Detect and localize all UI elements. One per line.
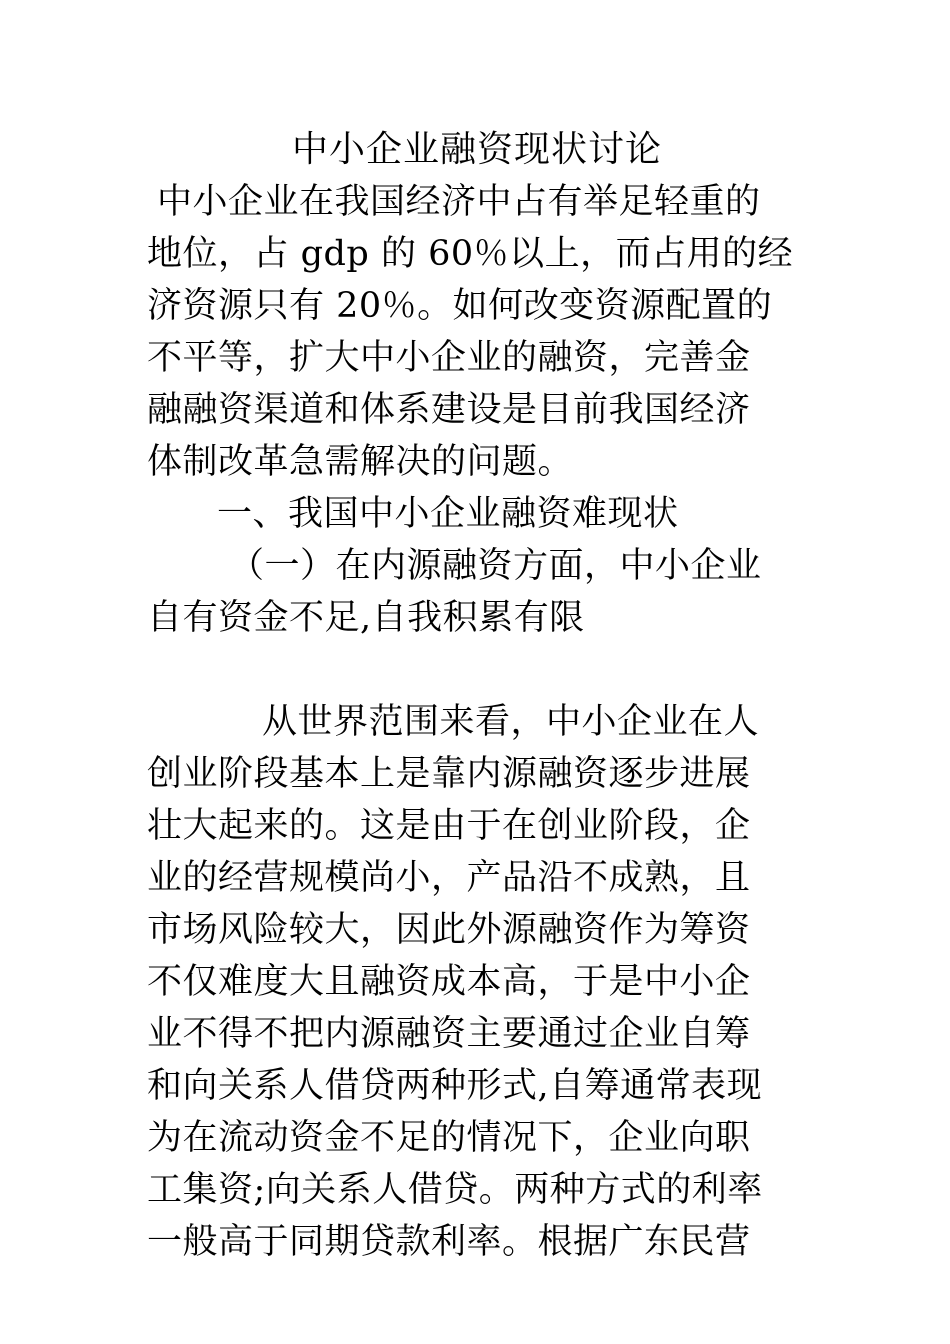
body-line: 为在流动资金不足的情况下，企业向职 <box>147 1118 751 1158</box>
body-line: 创业阶段基本上是靠内源融资逐步进展 <box>147 754 751 794</box>
body-line: 不仅难度大且融资成本高，于是中小企 <box>147 962 751 1002</box>
intro-line: 济资源只有 20％。如何改变资源配置的 <box>147 286 773 326</box>
intro-line: 地位，占 gdp 的 60％以上，而占用的经 <box>147 234 794 274</box>
body-line: 市场风险较大，因此外源融资作为筹资 <box>147 910 751 950</box>
body-line: 一般高于同期贷款利率。根据广东民营 <box>147 1222 751 1262</box>
intro-paragraph <box>147 176 807 488</box>
document-title: 中小企业融资现状讨论 <box>291 129 662 170</box>
intro-line: 融融资渠道和体系建设是目前我国经济 <box>147 390 751 430</box>
intro-line: 中小企业在我国经济中占有举足轻重的 <box>157 182 761 222</box>
subsection-heading-block <box>147 540 807 644</box>
body-line: 工集资;向关系人借贷。两种方式的利率 <box>147 1170 763 1210</box>
intro-line: 体制改革急需解决的问题。 <box>147 442 574 482</box>
section-heading-block <box>147 488 807 540</box>
body-line: 业不得不把内源融资主要通过企业自筹 <box>147 1014 751 1054</box>
body-paragraph <box>147 696 807 1268</box>
section-heading: 一、我国中小企业融资难现状 <box>217 494 679 534</box>
subsection-line: （一）在内源融资方面，中小企业 <box>229 546 762 586</box>
body-line: 从世界范围来看，中小企业在人 <box>262 702 760 742</box>
body-line: 和向关系人借贷两种形式,自筹通常表现 <box>147 1066 763 1106</box>
intro-line: 不平等，扩大中小企业的融资，完善金 <box>147 338 751 378</box>
body-line: 业的经营规模尚小，产品沿不成熟，且 <box>147 858 751 898</box>
subsection-line: 自有资金不足,自我积累有限 <box>147 598 585 638</box>
body-line: 壮大起来的。这是由于在创业阶段，企 <box>147 806 751 846</box>
